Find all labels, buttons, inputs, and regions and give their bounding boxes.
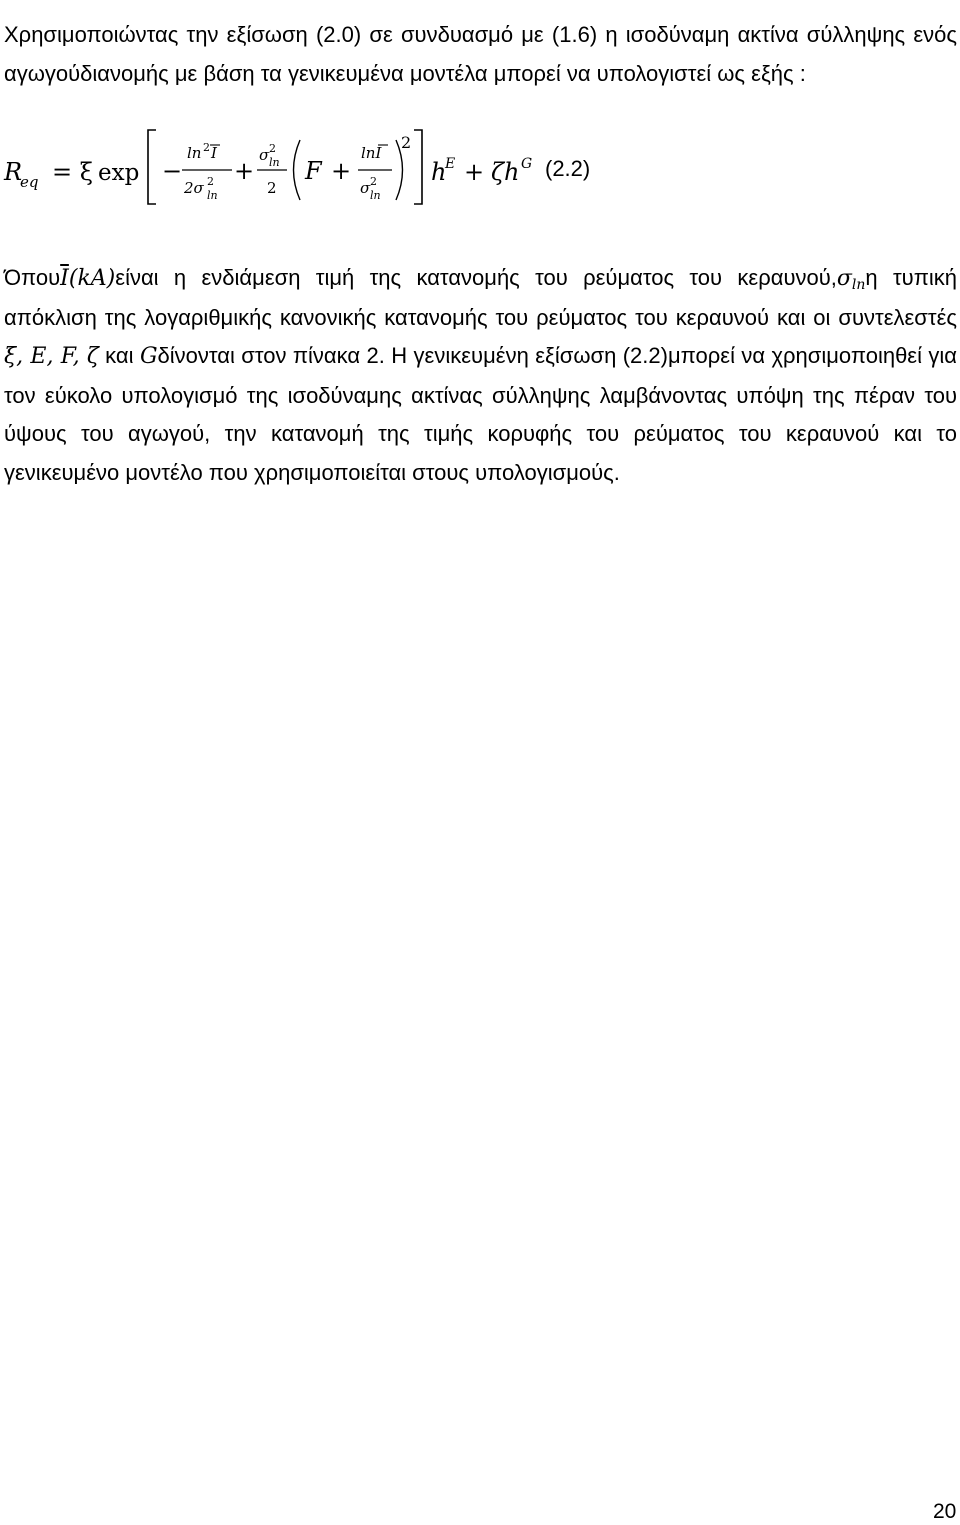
- eq-frac1-num: ln: [187, 144, 202, 162]
- page-number: 20: [933, 1500, 957, 1523]
- paragraph-intro: [4, 16, 957, 93]
- equation-graphic: [4, 116, 544, 214]
- eq-frac3-den-sub: ln: [370, 189, 381, 202]
- eq-right-bracket: [414, 130, 422, 204]
- eq-frac1-num-var: I: [211, 144, 217, 162]
- equation-number: (2.2): [545, 156, 591, 181]
- math-kA: (kA): [68, 266, 116, 291]
- math-sigma-ln: [837, 266, 866, 291]
- eq-left-bracket: [148, 130, 156, 204]
- eq-frac2-num-sup: 2: [269, 142, 276, 155]
- math-sigma: σ: [836, 266, 852, 291]
- math-G: G: [139, 344, 158, 369]
- paragraph-text-1: είναι η ενδιάμεση τιμή της κατανομής του ρεύματος του κεραυνού,: [115, 265, 837, 290]
- eq-frac2-den: 2: [267, 179, 277, 197]
- eq-plus-3: +: [464, 158, 485, 186]
- paragraph-text-2: η τυπική απόκλιση της λογαριθμικής κανονικής κατανομής του ρεύματος του κεραυνού και οι συντελεστές: [4, 265, 957, 330]
- eq-frac3-num: lnI: [361, 144, 382, 162]
- eq-frac3-den: σ: [360, 179, 371, 197]
- math-sigma-sub: ln: [851, 277, 866, 293]
- eq-lhs-symbol: R: [4, 158, 23, 186]
- eq-frac1-den: 2σ: [184, 179, 204, 197]
- paragraph-lead: Όπου: [4, 265, 61, 290]
- eq-h-sup-E: E: [445, 156, 456, 172]
- eq-plus-2: +: [331, 157, 352, 185]
- paragraph-text-4: δίνονται στον πίνακα 2. Η γενικευμένη εξίσωση (2.2)μπορεί να χρησιμοποιηθεί για τον εύκολο υπολογισμό της ισοδύναμης ακτίνας σύλληψης λαμβάνοντας υπόψη της πέραν του ύψους του αγωγού, την κατανομή της τιμής κορυφής του ρεύματος του κεραυνού και το γενικευμένο μοντέλο που χρησιμοποιείται στους υπολογισμούς.: [4, 343, 958, 485]
- eq-minus: −: [162, 157, 183, 185]
- equation-2-2: [4, 116, 704, 214]
- eq-lhs-subscript: eq: [20, 173, 39, 191]
- eq-frac1-num-sup: 2: [203, 141, 210, 154]
- math-coefficients: ξ, E, F, ζ: [4, 344, 99, 369]
- eq-h-sup-G: G: [521, 156, 533, 172]
- eq-h: h: [431, 158, 447, 186]
- eq-frac1-den-sup: 2: [207, 175, 214, 188]
- eq-frac2-num-sub: ln: [269, 156, 280, 169]
- eq-zeta-h: ζh: [491, 158, 520, 186]
- eq-frac3-den-sup: 2: [370, 175, 377, 188]
- paragraph-text-3: και: [98, 343, 140, 368]
- eq-equals-xi: = ξ: [52, 158, 93, 186]
- eq-F: F: [305, 157, 322, 185]
- eq-left-paren: [294, 140, 301, 200]
- math-I-bar: $\overline{I}$: [60, 266, 69, 291]
- paragraph-explanation: [4, 259, 957, 492]
- eq-frac1-den-sub: ln: [207, 189, 218, 202]
- math-I-bar-kA: [60, 266, 115, 291]
- eq-paren-exponent: 2: [401, 133, 412, 152]
- paragraph-intro-text: Χρησιμοποιώντας την εξίσωση (2.0) σε συνδυασμό με (1.6) η ισοδύναμη ακτίνα σύλληψης ενός αγωγούδιανομής με βάση τα γενικευμένα μοντέλα μπορεί να υπολογιστεί ως εξής :: [4, 22, 957, 86]
- eq-plus-1: +: [234, 157, 255, 185]
- eq-frac2-num: σ: [259, 146, 270, 164]
- eq-exp: exp: [98, 160, 140, 186]
